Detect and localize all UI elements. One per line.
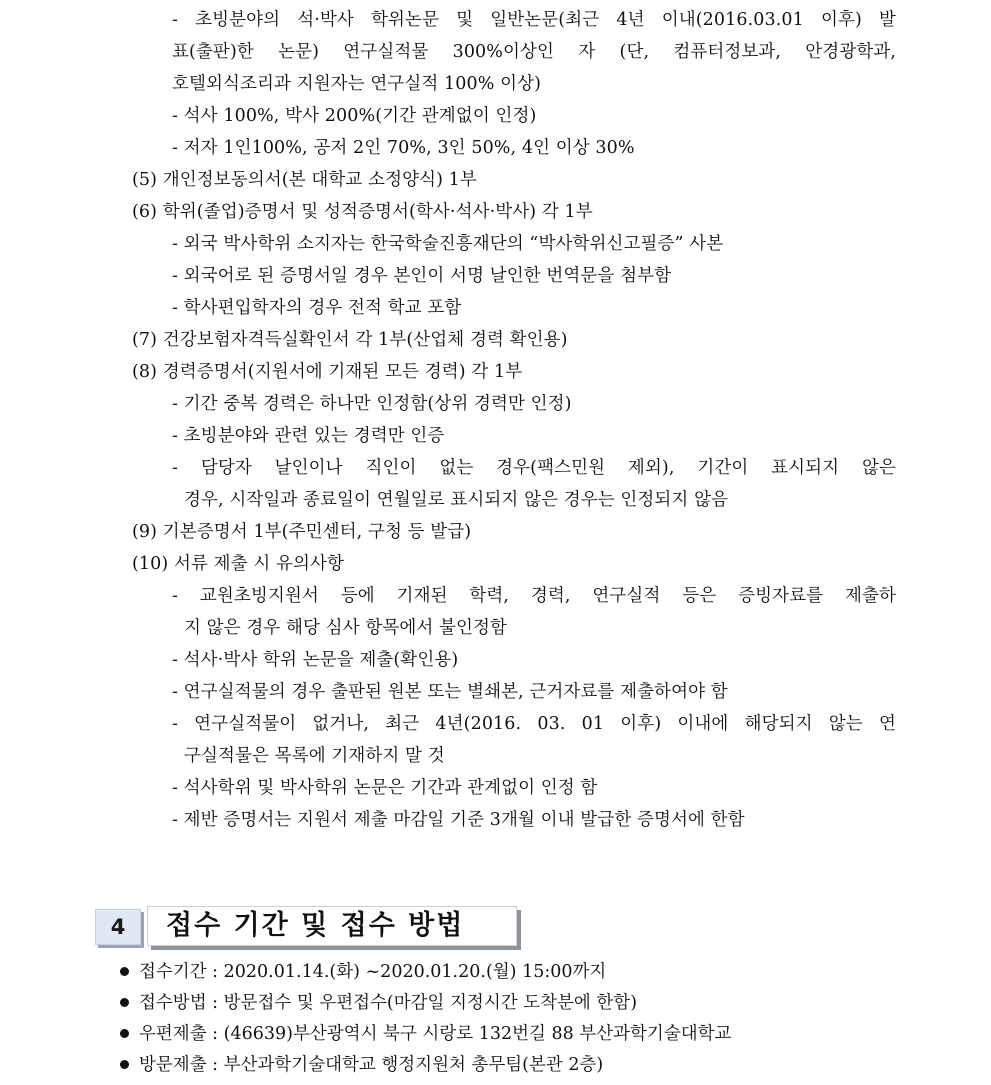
text-line: 표(출판)한 논문) 연구실적물 300%이상인 자 (단, 컴퓨터정보과, 안경광학과, bbox=[172, 42, 896, 62]
text-line: - 연구실적물의 경우 출판된 원본 또는 별쇄본, 근거자료를 제출하여야 함 bbox=[172, 682, 728, 702]
list-item: (6) 학위(졸업)증명서 및 성적증명서(학사·석사·박사) 각 1부 bbox=[132, 202, 593, 222]
list-item: (10) 서류 제출 시 유의사항 bbox=[132, 554, 345, 574]
text-line: - 석사·박사 학위 논문을 제출(확인용) bbox=[172, 650, 459, 670]
bullet-item bbox=[120, 959, 606, 985]
text-line: - 초빙분야의 석·박사 학위논문 및 일반논문(최근 4년 이내(2016.03.01 이후) 발 bbox=[172, 10, 896, 30]
section-header bbox=[95, 905, 525, 949]
section-title-box bbox=[147, 906, 517, 946]
bullet-icon bbox=[120, 1060, 129, 1069]
text-line: - 외국어로 된 증명서일 경우 본인이 서명 날인한 번역문을 첨부함 bbox=[172, 266, 672, 286]
text-line: - 저자 1인100%, 공저 2인 70%, 3인 50%, 4인 이상 30% bbox=[172, 138, 635, 158]
text-line: - 초빙분야와 관련 있는 경력만 인증 bbox=[172, 426, 445, 446]
bullet-item bbox=[120, 990, 637, 1016]
text-line: 구실적물은 목록에 기재하지 말 것 bbox=[184, 746, 445, 766]
text-line: 호텔외식조리과 지원자는 연구실적 100% 이상) bbox=[172, 74, 542, 94]
text-line: - 학사편입학자의 경우 전적 학교 포함 bbox=[172, 298, 462, 318]
text-line: - 석사 100%, 박사 200%(기간 관계없이 인정) bbox=[172, 106, 537, 126]
list-item: (9) 기본증명서 1부(주민센터, 구청 등 발급) bbox=[132, 522, 472, 542]
bullet-item bbox=[120, 1021, 731, 1047]
bullet-icon bbox=[120, 998, 129, 1007]
text-line: - 담당자 날인이나 직인이 없는 경우(팩스민원 제외), 기간이 표시되지 않은 bbox=[172, 458, 896, 478]
text-line: - 석사학위 및 박사학위 논문은 기간과 관계없이 인정 함 bbox=[172, 778, 598, 798]
text-line: - 기간 중복 경력은 하나만 인정함(상위 경력만 인정) bbox=[172, 394, 572, 414]
section-title: 접수 기간 및 접수 방법 bbox=[166, 910, 465, 941]
text-line: - 외국 박사학위 소지자는 한국학술진흥재단의 “박사학위신고필증” 사본 bbox=[172, 234, 724, 254]
bullet-text: 우편제출 : (46639)부산광역시 북구 시랑로 132번길 88 부산과학기술대학교 bbox=[139, 1024, 732, 1044]
bullet-text: 접수기간 : 2020.01.14.(화) ~2020.01.20.(월) 15:00까지 bbox=[139, 962, 607, 982]
text-line: 지 않은 경우 해당 심사 항목에서 불인정함 bbox=[184, 618, 508, 638]
text-line: - 연구실적물이 없거나, 최근 4년(2016. 03. 01 이후) 이내에 해당되지 않는 연 bbox=[172, 714, 896, 734]
bullet-icon bbox=[120, 967, 129, 976]
bullet-item bbox=[120, 1052, 603, 1078]
bullet-text: 접수방법 : 방문접수 및 우편접수(마감일 지정시간 도착분에 한함) bbox=[139, 993, 638, 1013]
section-number-badge: 4 bbox=[95, 909, 141, 945]
list-item: (7) 건강보험자격득실확인서 각 1부(산업체 경력 확인용) bbox=[132, 330, 568, 350]
list-item: (5) 개인정보동의서(본 대학교 소정양식) 1부 bbox=[132, 170, 477, 190]
bullet-icon bbox=[120, 1029, 129, 1038]
bullet-text: 방문제출 : 부산과학기술대학교 행정지원처 총무팀(본관 2층) bbox=[139, 1055, 604, 1075]
text-line: 경우, 시작일과 종료일이 연월일로 표시되지 않은 경우는 인정되지 않음 bbox=[184, 490, 729, 510]
text-line: - 제반 증명서는 지원서 제출 마감일 기준 3개월 이내 발급한 증명서에 한함 bbox=[172, 810, 745, 830]
text-line: - 교원초빙지원서 등에 기재된 학력, 경력, 연구실적 등은 증빙자료를 제출하 bbox=[172, 586, 896, 606]
list-item: (8) 경력증명서(지원서에 기재된 모든 경력) 각 1부 bbox=[132, 362, 523, 382]
